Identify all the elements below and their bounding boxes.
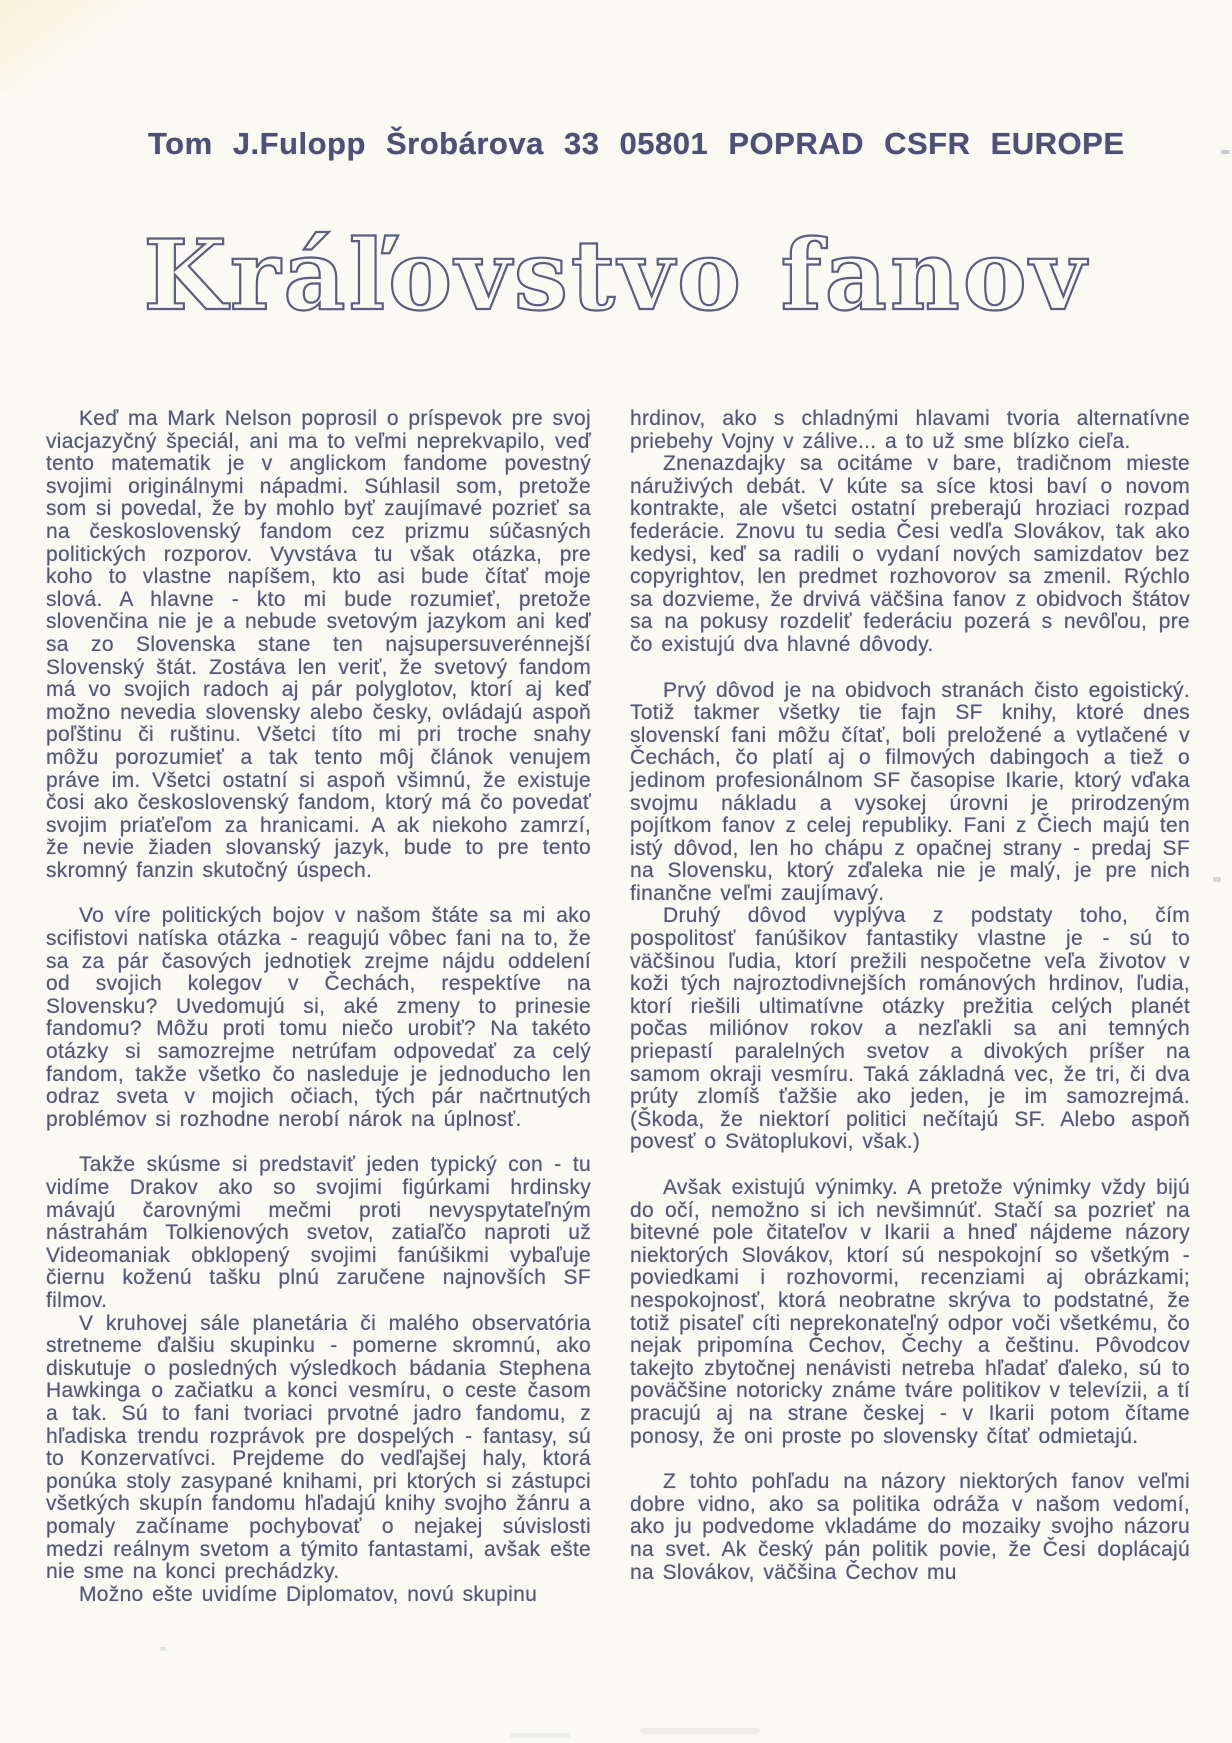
article-column-right [630, 408, 1190, 1584]
page-title: Kráľovstvo fanov Kráľovstvo fanov [0, 228, 1232, 324]
paragraph: Možno ešte uvidíme Diplomatov, novú skupinu [79, 1582, 538, 1606]
paragraph: Prvý dôvod je na obidvoch stranách čisto egoistický. Totiž takmer všetky tie fajn SF knihy, ktoré dnes slovenskí fani môžu čítať, boli preložené a vytlačené v Čechách, čo platí aj o filmových dabingoch a tiež o jedinom profesionálnom SF časopise Ikarie, ktorý vďaka svojmu nákladu a vysokej úrovni je prirodzeným pojítkom fanov z celej republiky. Fani z Čiech majú ten istý dôvod, len ho chápu z opačnej strany - predaj SF na Slovensku, ktorý zďaleka nie je malý, je pre nich finančne veľmi zaujímavý. [630, 678, 1190, 905]
paragraph: Avšak existujú výnimky. A pretože výnimky vždy bijú do očí, nemožno si ich nevšimnúť. Stačí sa pozrieť na bitevné pole čitateľov v Ikarii a hneď nájdeme názory niektorých Slovákov, ktorí sú nespokojní so všetkým - poviedkami i rozhovormi, recenziami aj obrázkami; nespokojnosť, ktorá neobratne skrýva to podstatné, že totiž pisateľ cíti neprekonateľný odpor voči všetkému, čo nejak pripomína Čechov, Čechy a češtinu. Pôvodcov takejto zbytočnej nenávisti netreba hľadať ďaleko, sú to poväčšine notoricky známe tváre politikov v televízii, a tí pracujú aj na strane českej - v Ikarii potom čítame ponosy, že oni proste po slovensky čítať odmietajú. [630, 1176, 1190, 1448]
scan-speck [640, 1728, 760, 1734]
scan-streak-artifact [0, 0, 179, 113]
paragraph: Znenazdajky sa ocitáme v bare, tradičnom mieste náruživých debát. V kúte sa síce ktosi baví o novom kontrakte, ale všetci ostatní preberajú hroziaci rozpad federácie. Znovu tu sedia Česi vedľa Slovákov, tak ako kedysi, keď sa radili o vydaní nových samizdatov bez copyrightov, len predmet rozhovorov sa zmenil. Rýchlo sa dozvieme, že drvivá väčšina fanov z obidvoch štátov sa na pokusy rozdeliť federáciu pozerá s nevôľou, pre čo existujú dva hlavné dôvody. [630, 452, 1190, 656]
paragraph: Vo víre politických bojov v našom štáte sa mi ako scifistovi natíska otázka - reagujú vôbec fani na to, že sa za pár časových jednotiek zrejme nájdu oddelení od svojich kolegov v Čechách, respektíve na Slovensku? Uvedomujú si, aké zmeny to prinesie fandomu? Môžu proti tomu niečo urobiť? Na takéto otázky si samozrejme netrúfam odpovedať za celý fandom, takže všetko čo nasleduje je jednoducho len odraz sveta v mojich očiach, tých pár načrtnutých problémov si rozhodne nerobí nárok na úplnosť. [46, 904, 591, 1131]
paragraph: Z tohto pohľadu na názory niektorých fanov veľmi dobre vidno, ako sa politika odráža v našom vedomí, ako ju podvedome vkladáme do mozaiky svojho názoru na svet. Ak český pán politik povie, že Česi doplácajú na Slovákov, väčšina Čechov mu [630, 1470, 1190, 1584]
paragraph: Keď ma Mark Nelson poprosil o príspevok pre svoj viacjazyčný špeciál, ani ma to veľmi neprekvapilo, veď tento matematik je v anglickom fandome povestný svojimi originálnymi nápadmi. Súhlasil som, pretože som si povedal, že by mohlo byť zaujímavé pozrieť sa na československý fandom cez prizmu súčasných politických rozporov. Vyvstáva tu však otázka, pre koho to vlastne napíšem, kto asi bude čítať moje slová. A hlavne - kto mi bude rozumieť, pretože slovenčina nie je a nebude svetovým jazykom ani keď sa zo Slovenska stane ten najsupersuverénnejší Slovenský štát. Zostáva len veriť, že svetový fandom má vo svojich radoch aj pár polyglotov, ktorí aj keď možno nevedia slovensky alebo česky, ovládajú aspoň poľštinu či ruštinu. Všetci títo mi pri troche snahy môžu porozumieť a tak tento môj článok venujem práve im. Všetci ostatní si aspoň všimnú, že existuje čosi ako československý fandom, ktorý má čo povedať svojim priaťeľom za hranicami. A ak niekoho zamrzí, že nevie žiaden slovanský jazyk, bude to pre tento skromný fanzin skutočný úspech. [46, 407, 591, 882]
article-column-left [46, 408, 591, 1606]
scan-speck [1213, 877, 1221, 882]
paragraph: Druhý dôvod vyplýva z podstaty toho, čím pospolitosť fanúšikov fantastiky vlastne je - sú to väčšinou ľudia, ktorí prežili nespočetne veľa životov v koži tých najroztodivnejších románových hrdinov, ľudia, ktorí riešili ultimatívne otázky prežitia celých planét počas miliónov rokov a nezľakli sa ani temných priepastí paralelných svetov a divokých príšer na samom okraji vesmíru. Taká základná vec, že tri, či dva prúty zlomíš ťažšie ako jeden, je im samozrejmá. (Škoda, že niektorí politici nečítajú SF. Alebo aspoň povesť o Svätoplukovi, však.) [630, 904, 1190, 1154]
scan-speck [160, 1647, 166, 1651]
paragraph: hrdinov, ako s chladnými hlavami tvoria alternatívne priebehy Vojny v zálive... a to už sme blízko cieľa. [630, 407, 1190, 453]
scan-speck [510, 1733, 570, 1738]
paragraph: V kruhovej sále planetária či malého observatória stretneme ďalšiu skupinku - pomerne skromnú, ako diskutuje o posledných výsledkoch bádania Stephena Hawkinga o začiatku a konci vesmíru, o ceste časom a tak. Sú to fani tvoriaci prvotné jadro fandomu, z hľadiska trendu rozprávok pre dospelých - fantasy, sú to Konzervatívci. Prejdeme do vedľajšej haly, ktorá ponúka stoly zasypané knihami, pri ktorých si zástupci všetkých skupín fandomu hľadajú knihy svojho žánru a pomaly začíname pochybovať o nejakej súvislosti medzi reálnym svetom a týmito fantastami, avšak ešte nie sme na konci prechádzky. [46, 1311, 591, 1584]
author-address-line: Tom J.Fulopp Šrobárova 33 05801 POPRAD CSFR EUROPE [148, 126, 1125, 161]
scan-speck [1221, 150, 1230, 154]
paragraph: Takže skúsme si predstaviť jeden typický con - tu vidíme Drakov ako so svojimi figúrkami hrdinsky mávajú čarovnými mečmi proti nevyspytateľným nástrahám Tolkienových svetov, zatiaľčo naproti už Videomaniak obklopený svojimi fanúšikmi vybaľuje čiernu koženú tašku plnú zaručene najnovších SF filmov. [46, 1153, 591, 1312]
